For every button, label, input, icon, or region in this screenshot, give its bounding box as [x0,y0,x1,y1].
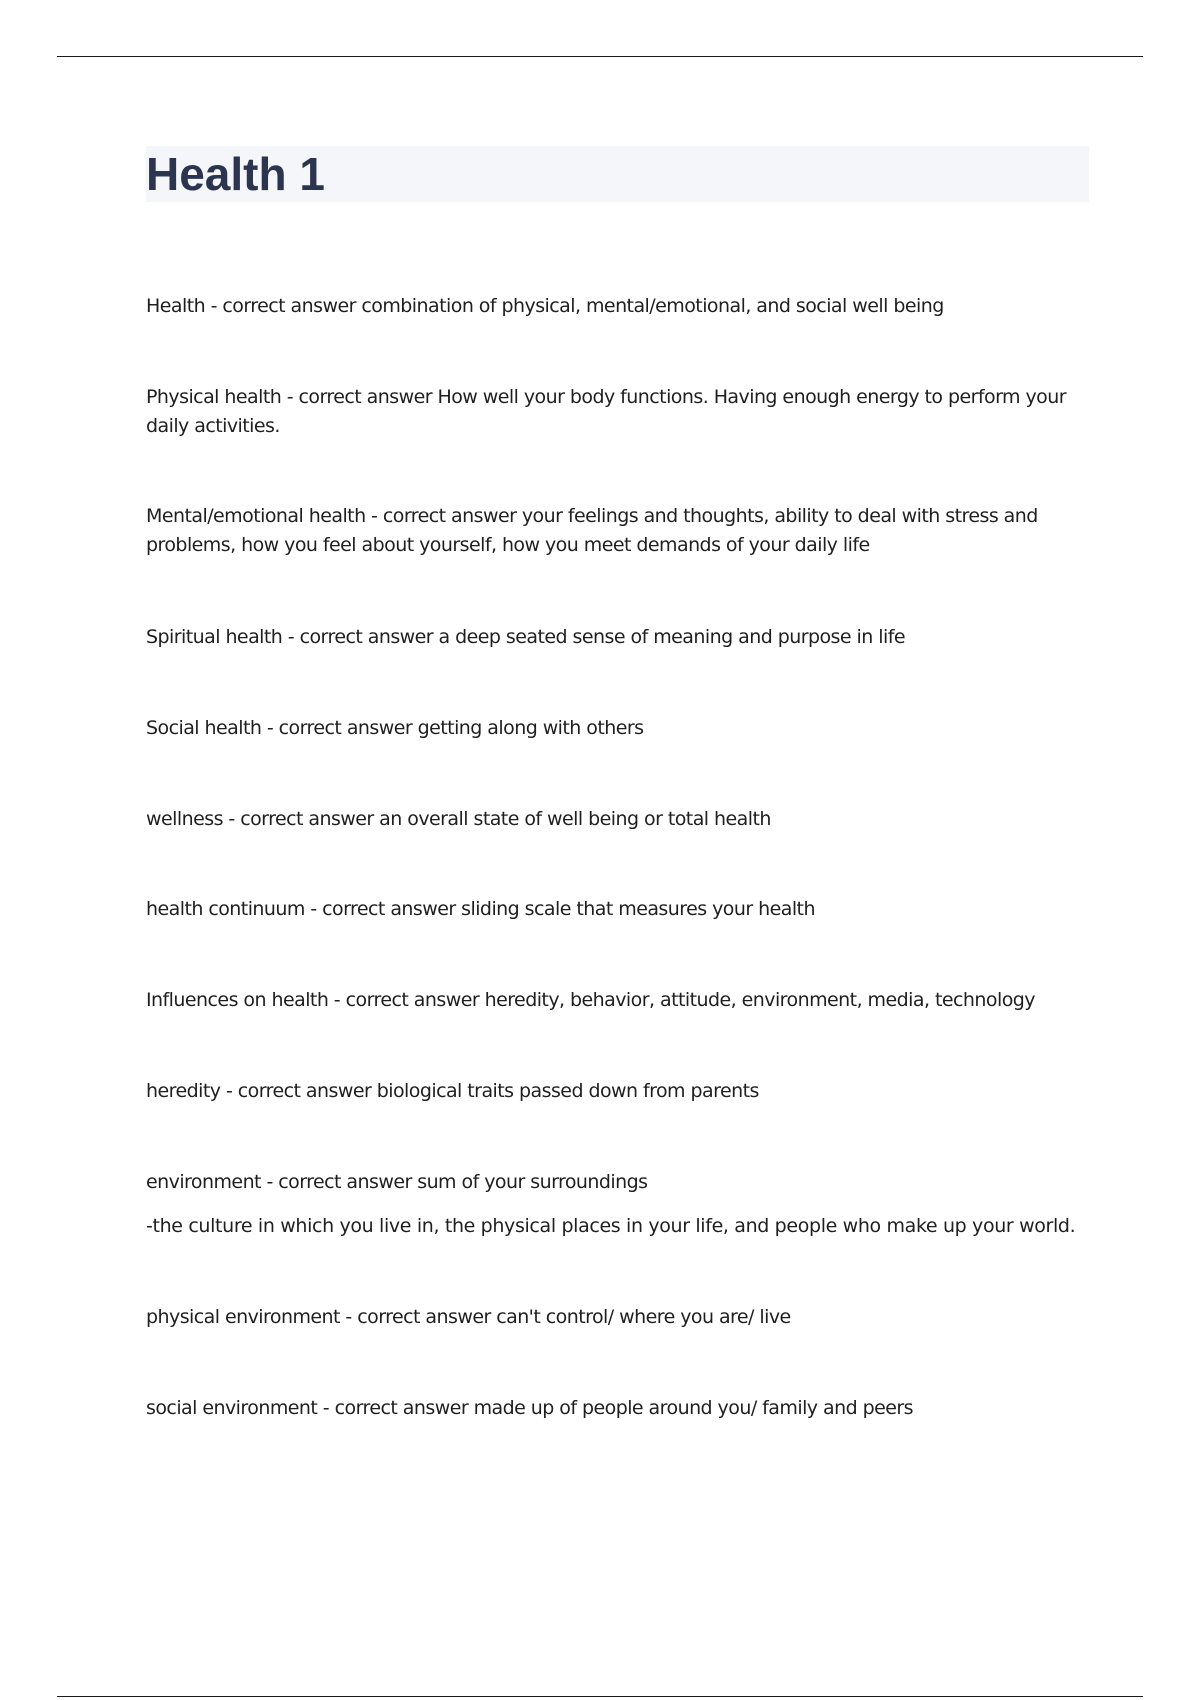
entry-heredity [146,1077,1076,1106]
entry-text: physical environment - correct answer can't control/ where you are/ live [146,1306,791,1328]
entry-social-health [146,714,1076,743]
entry-health-continuum [146,895,1076,924]
entry-health [146,292,1076,321]
entry-text: social environment - correct answer made up of people around you/ family and peers [146,1397,913,1419]
entry-extra-text: -the culture in which you live in, the physical places in your life, and people who make up your world. [146,1215,1076,1237]
entry-spiritual-health [146,623,1076,652]
entry-influences-on-health [146,986,1076,1015]
entry-text: Influences on health - correct answer heredity, behavior, attitude, environment, media, technology [146,989,1035,1011]
top-rule [57,56,1143,57]
entry-wellness [146,805,1076,834]
entry-environment [146,1168,1076,1241]
entry-text: heredity - correct answer biological traits passed down from parents [146,1080,759,1102]
page-title: Health 1 [146,148,325,200]
entry-text: Health - correct answer combination of physical, mental/emotional, and social well being [146,295,944,317]
entry-text: Mental/emotional health - correct answer your feelings and thoughts, ability to deal with stress and problems, how you feel about yourself, how you meet demands of your daily life [146,505,1038,556]
entry-text: wellness - correct answer an overall state of well being or total health [146,808,771,830]
entry-text: Social health - correct answer getting along with others [146,717,644,739]
entry-mental-emotional-health [146,502,1076,560]
entry-text: health continuum - correct answer sliding scale that measures your health [146,898,815,920]
entry-text: Spiritual health - correct answer a deep seated sense of meaning and purpose in life [146,626,905,648]
entry-physical-health [146,383,1076,441]
bottom-rule [57,1696,1143,1697]
entry-physical-environment [146,1303,1076,1332]
entry-text: environment - correct answer sum of your surroundings [146,1171,648,1193]
entry-text: Physical health - correct answer How well your body functions. Having enough energy to perform your daily activities. [146,386,1067,437]
entry-social-environment [146,1394,1076,1423]
